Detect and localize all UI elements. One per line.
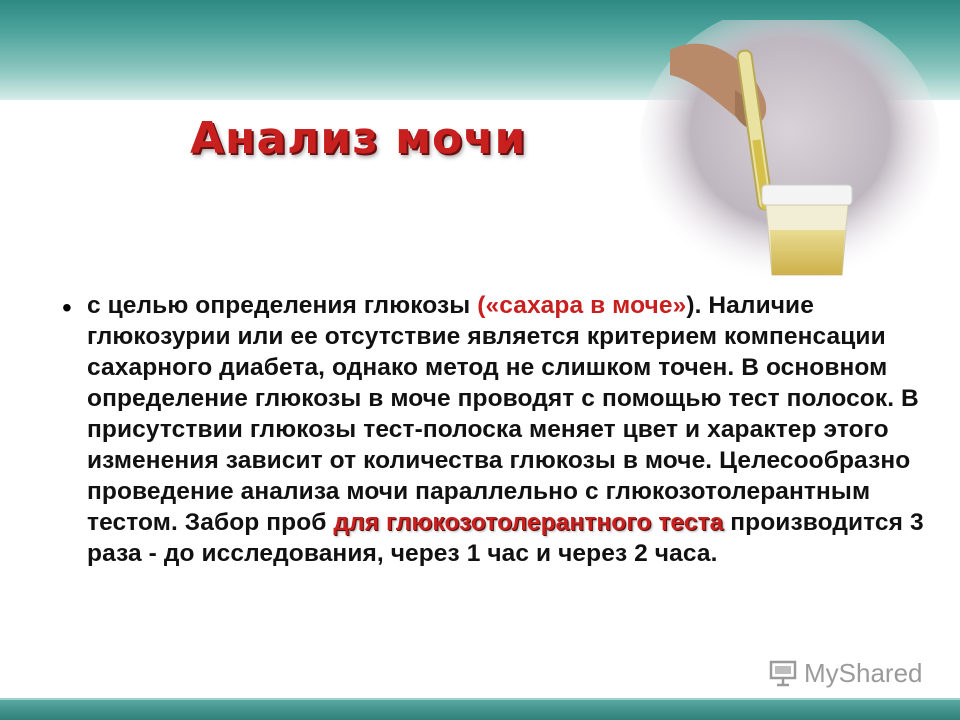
bottom-decor-band [0, 700, 960, 720]
text-ending: производится 3 раза - до исследования, через 1 час и через 2 часа. [87, 509, 924, 567]
bullet-item [62, 290, 952, 569]
myshared-watermark [768, 656, 923, 690]
highlight-glucose-tolerance-test: для глюкозотолерантного теста [333, 509, 724, 536]
urine-sample-photo [640, 20, 940, 290]
bullet-dot: • [62, 292, 72, 323]
watermark-text: MyShared [804, 657, 923, 688]
text-body: ). Наличие глюкозурии или ее отсутствие является критерием компенсации сахарного диабета, однако метод не слишком точен. В основном определение глюкозы в моче проводят с помощью тест полосок. В присутствии глюкозы тест-полоска меняет цвет и характер этого изменения зависит от количества глюкозы в моче. Целесообразно проведение анализа мочи параллельно с глюкозотолерантным тестом. Забор проб [87, 292, 919, 536]
presentation-board-icon [768, 658, 798, 688]
highlight-sugar-in-urine: («сахара в моче» [477, 292, 687, 319]
slide-title: Анализ мочи [190, 113, 527, 164]
bullet-paragraph [87, 290, 952, 569]
text-intro: с целью определения глюкозы [87, 292, 478, 319]
